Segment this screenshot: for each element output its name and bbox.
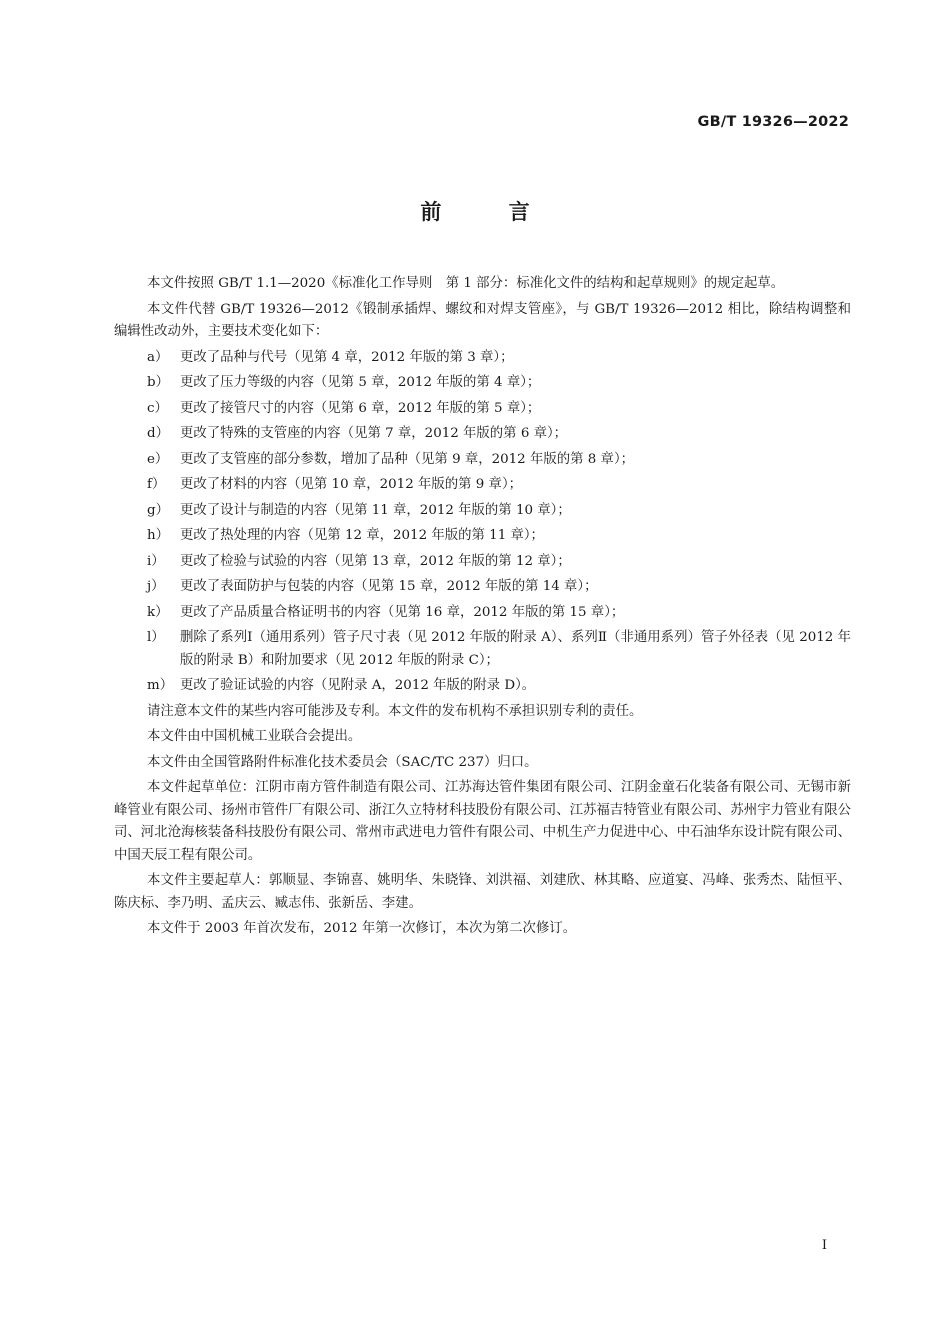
list-marker: g） (147, 502, 169, 518)
paragraph-technical-committee: 本文件由全国管路附件标准化技术委员会（SAC/TC 237）归口。 (147, 754, 538, 770)
list-text: 更改了热处理的内容（见第 12 章，2012 年版的第 11 章）； (180, 528, 544, 543)
page-number: I (821, 1238, 827, 1253)
paragraph-drafters: 本文件主要起草人：郭顺显、李锦喜、姚明华、朱晓锋、刘洪福、刘建欣、林其略、应道宴、冯峰、张秀杰、陆恒平、陈庆标、李乃明、孟庆云、臧志伟、张新岳、李建。 (114, 873, 851, 911)
list-marker: j） (147, 579, 165, 594)
list-marker: c） (147, 400, 168, 416)
list-item (114, 423, 851, 446)
list-marker: f） (147, 477, 166, 492)
list-text: 更改了检验与试验的内容（见第 13 章，2012 年版的第 12 章）； (180, 553, 571, 569)
paragraph-proposed-by: 本文件由中国机械工业联合会提出。 (147, 729, 362, 744)
list-text: 更改了压力等级的内容（见第 5 章，2012 年版的第 4 章）； (180, 375, 541, 390)
list-marker: d） (147, 426, 169, 441)
list-item (114, 627, 851, 672)
page-title: 前 言 (420, 200, 560, 224)
list-marker: m） (147, 678, 174, 693)
list-item (114, 576, 851, 599)
list-item (114, 500, 851, 523)
paragraph-replacement: 本文件代替 GB/T 19326—2012《锻制承插焊、螺纹和对焊支管座》，与 GB/T 19326—2012 相比，除结构调整和编辑性改动外，主要技术变化如下： (114, 301, 851, 339)
list-item (114, 449, 851, 472)
list-item (114, 602, 851, 625)
paragraph-drafting-rules: 本文件按照 GB/T 1.1—2020《标准化工作导则 第 1 部分：标准化文件的结构和起草规则》的规定起草。 (147, 276, 785, 291)
list-item (114, 551, 851, 574)
paragraph-drafting-organizations: 本文件起草单位：江阴市南方管件制造有限公司、江苏海达管件集团有限公司、江阴金童石化装备有限公司、无锡市新峰管业有限公司、扬州市管件厂有限公司、浙江久立特材科技股份有限公司、江苏福吉特管业有限公司、苏州宇力管业有限公司、河北沧海核装备科技股份有限公司、常州市武进电力管件有限公司、中机生产力促进中心、中石油华东设计院有限公司、中国天辰工程有限公司。 (114, 780, 851, 863)
list-text: 更改了表面防护与包装的内容（见第 15 章，2012 年版的第 14 章）； (180, 579, 598, 594)
foreword-body (114, 273, 851, 944)
list-text: 更改了产品质量合格证明书的内容（见第 16 章，2012 年版的第 15 章）； (180, 604, 625, 620)
list-text: 删除了系列Ⅰ（通用系列）管子尺寸表（见 2012 年版的附录 A）、系列Ⅱ（非通用系列）管子外径表（见 2012 年版的附录 B）和附加要求（见 2012 年版的附录 C）； (180, 630, 851, 668)
list-marker: a） (147, 349, 169, 365)
standard-number: GB/T 19326—2022 (697, 114, 849, 130)
list-item (114, 474, 851, 497)
list-marker: i） (147, 553, 165, 569)
changes-list (114, 347, 851, 698)
paragraph-patent-notice: 请注意本文件的某些内容可能涉及专利。本文件的发布机构不承担识别专利的责任。 (147, 703, 643, 719)
list-item (114, 347, 851, 370)
list-text: 更改了材料的内容（见第 10 章，2012 年版的第 9 章）； (180, 477, 523, 492)
list-text: 更改了设计与制造的内容（见第 11 章，2012 年版的第 10 章）； (180, 502, 571, 518)
list-item (114, 372, 851, 395)
list-text: 更改了验证试验的内容（见附录 A，2012 年版的附录 D）。 (180, 678, 536, 693)
list-text: 更改了支管座的部分参数，增加了品种（见第 9 章，2012 年版的第 8 章）； (180, 451, 635, 467)
list-marker: k） (147, 604, 169, 620)
list-item (114, 675, 851, 698)
list-item (114, 525, 851, 548)
list-marker: l） (147, 630, 165, 645)
list-marker: e） (147, 451, 169, 467)
list-text: 更改了品种与代号（见第 4 章，2012 年版的第 3 章）； (180, 349, 514, 365)
list-item (114, 398, 851, 421)
list-marker: h） (147, 528, 170, 543)
list-text: 更改了特殊的支管座的内容（见第 7 章，2012 年版的第 6 章）； (180, 426, 568, 441)
list-text: 更改了接管尺寸的内容（见第 6 章，2012 年版的第 5 章）； (180, 400, 541, 416)
list-marker: b） (147, 375, 169, 390)
paragraph-history: 本文件于 2003 年首次发布，2012 年第一次修订，本次为第二次修订。 (147, 921, 577, 936)
